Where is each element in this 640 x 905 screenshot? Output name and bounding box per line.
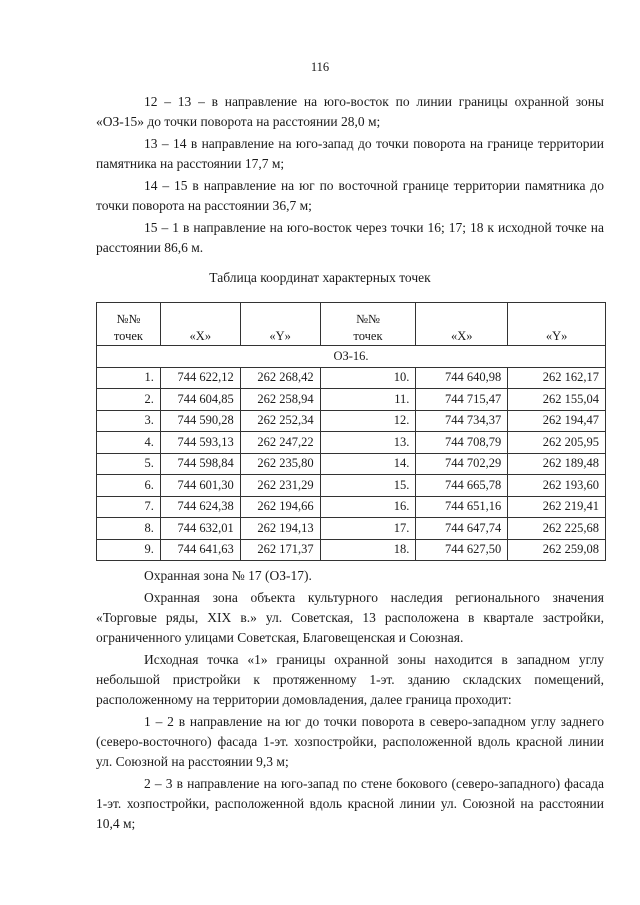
point-number-cell: 17. (320, 518, 416, 540)
header-x-right: «X» (416, 303, 508, 346)
x-coordinate-cell: 744 708,79 (416, 432, 508, 454)
coordinates-table (96, 302, 606, 561)
table-row (97, 367, 606, 389)
zone-17-start-point: Исходная точка «1» границы охранной зоны находится в западном углу небольшой пристройки к протяженному 1-эт. зданию складских помещений, расположенному на территории домовладения, далее граница проходит: (96, 652, 604, 707)
table-header-row (97, 303, 606, 346)
x-coordinate-cell: 744 598,84 (160, 453, 240, 475)
point-number-cell: 2. (97, 389, 161, 411)
point-number-cell: 15. (320, 475, 416, 497)
x-coordinate-cell: 744 627,50 (416, 539, 508, 561)
point-number-cell: 11. (320, 389, 416, 411)
x-coordinate-cell: 744 647,74 (416, 518, 508, 540)
y-coordinate-cell: 262 189,48 (508, 453, 606, 475)
header-points-left: №№ точек (97, 303, 161, 346)
point-number-cell: 18. (320, 539, 416, 561)
header-points-right: №№ точек (320, 303, 416, 346)
table-row (97, 432, 606, 454)
zone-label: ОЗ-16. (97, 346, 606, 368)
x-coordinate-cell: 744 734,37 (416, 410, 508, 432)
zone-17-description: Охранная зона объекта культурного наследия регионального значения «Торговые ряды, XIX в.» ул. Советская, 13 расположена в квартале застройки, ограниченного улицами Советская, Благовещенская и Союзная. (96, 590, 604, 645)
y-coordinate-cell: 262 205,95 (508, 432, 606, 454)
paragraph-12-13: 12 – 13 – в направление на юго-восток по линии границы охранной зоны «ОЗ-15» до точки поворота на расстоянии 28,0 м; (96, 94, 604, 129)
table-row (97, 475, 606, 497)
y-coordinate-cell: 262 194,47 (508, 410, 606, 432)
point-number-cell: 13. (320, 432, 416, 454)
x-coordinate-cell: 744 590,28 (160, 410, 240, 432)
table-row (97, 496, 606, 518)
x-coordinate-cell: 744 651,16 (416, 496, 508, 518)
point-number-cell: 8. (97, 518, 161, 540)
point-number-cell: 9. (97, 539, 161, 561)
x-coordinate-cell: 744 601,30 (160, 475, 240, 497)
x-coordinate-cell: 744 640,98 (416, 367, 508, 389)
y-coordinate-cell: 262 231,29 (240, 475, 320, 497)
x-coordinate-cell: 744 632,01 (160, 518, 240, 540)
y-coordinate-cell: 262 171,37 (240, 539, 320, 561)
point-number-cell: 12. (320, 410, 416, 432)
paragraph-2-3: 2 – 3 в направление на юго-запад по стене бокового (северо-западного) фасада 1-эт. хозпостройки, расположенной вдоль красной линии ул. Союзной на расстоянии 10,4 м; (96, 776, 604, 831)
header-y-right: «Y» (508, 303, 606, 346)
header-y-left: «Y» (240, 303, 320, 346)
zone-label-row (97, 346, 606, 368)
page-number: 116 (310, 60, 330, 74)
y-coordinate-cell: 262 194,13 (240, 518, 320, 540)
point-number-cell: 1. (97, 367, 161, 389)
point-number-cell: 14. (320, 453, 416, 475)
y-coordinate-cell: 262 194,66 (240, 496, 320, 518)
y-coordinate-cell: 262 259,08 (508, 539, 606, 561)
y-coordinate-cell: 262 235,80 (240, 453, 320, 475)
table-title: Таблица координат характерных точек (209, 270, 431, 285)
y-coordinate-cell: 262 268,42 (240, 367, 320, 389)
x-coordinate-cell: 744 622,12 (160, 367, 240, 389)
x-coordinate-cell: 744 604,85 (160, 389, 240, 411)
table-row (97, 389, 606, 411)
y-coordinate-cell: 262 155,04 (508, 389, 606, 411)
point-number-cell: 10. (320, 367, 416, 389)
paragraph-1-2: 1 – 2 в направление на юг до точки поворота в северо-западном углу заднего (северо-восточного) фасада 1-эт. хозпостройки, расположенной вдоль красной линии ул. Союзной на расстоянии 9,3 м; (96, 714, 604, 769)
paragraph-13-14: 13 – 14 в направление на юго-запад до точки поворота на границе территории памятника на расстоянии 17,7 м; (96, 136, 604, 171)
point-number-cell: 4. (97, 432, 161, 454)
point-number-cell: 7. (97, 496, 161, 518)
paragraph-14-15: 14 – 15 в направление на юг по восточной границе территории памятника до точки поворота на расстоянии 36,7 м; (96, 178, 604, 213)
point-number-cell: 16. (320, 496, 416, 518)
x-coordinate-cell: 744 641,63 (160, 539, 240, 561)
point-number-cell: 3. (97, 410, 161, 432)
y-coordinate-cell: 262 193,60 (508, 475, 606, 497)
intro-text (96, 92, 604, 260)
x-coordinate-cell: 744 624,38 (160, 496, 240, 518)
x-coordinate-cell: 744 665,78 (416, 475, 508, 497)
x-coordinate-cell: 744 593,13 (160, 432, 240, 454)
zone-17-heading: Охранная зона № 17 (ОЗ-17). (144, 568, 312, 583)
y-coordinate-cell: 262 258,94 (240, 389, 320, 411)
point-number-cell: 5. (97, 453, 161, 475)
paragraph-15-1: 15 – 1 в направление на юго-восток через точки 16; 17; 18 к исходной точке на расстоянии 86,6 м. (96, 220, 604, 255)
y-coordinate-cell: 262 225,68 (508, 518, 606, 540)
table-row (97, 539, 606, 561)
point-number-cell: 6. (97, 475, 161, 497)
table-row (97, 453, 606, 475)
y-coordinate-cell: 262 247,22 (240, 432, 320, 454)
table-row (97, 518, 606, 540)
x-coordinate-cell: 744 702,29 (416, 453, 508, 475)
y-coordinate-cell: 262 219,41 (508, 496, 606, 518)
x-coordinate-cell: 744 715,47 (416, 389, 508, 411)
zone-17-text (96, 566, 604, 836)
table-row (97, 410, 606, 432)
y-coordinate-cell: 262 252,34 (240, 410, 320, 432)
header-x-left: «X» (160, 303, 240, 346)
y-coordinate-cell: 262 162,17 (508, 367, 606, 389)
